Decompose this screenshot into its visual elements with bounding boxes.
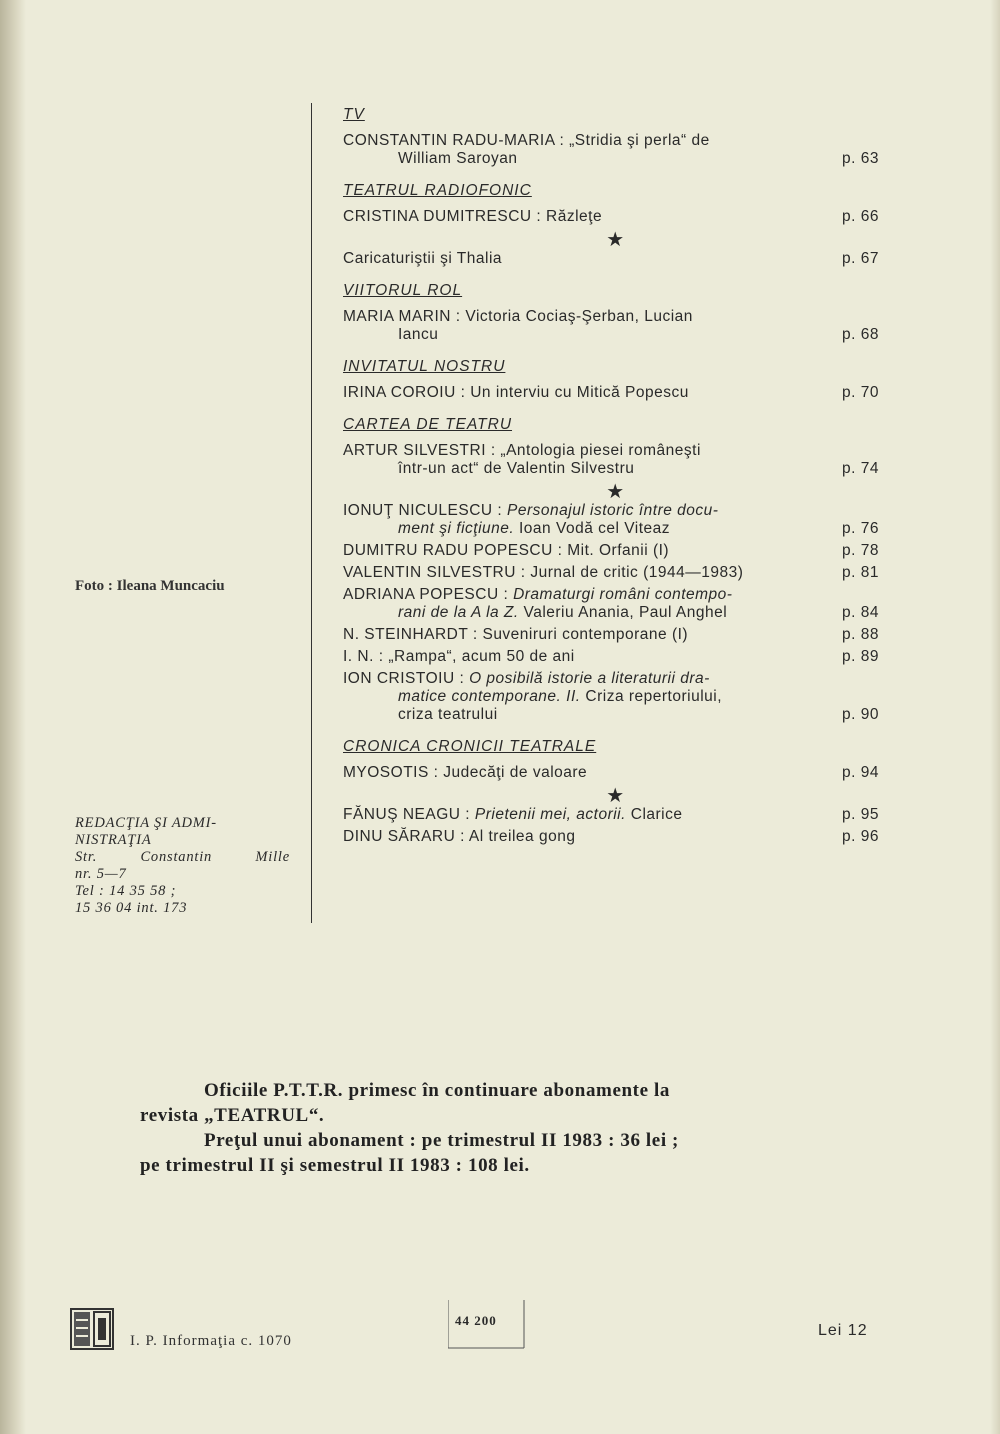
toc-entry — [343, 670, 888, 724]
entry-continuation — [343, 520, 840, 538]
toc-entry — [343, 384, 888, 402]
entry-text: N. STEINHARDT : Suveniruri contemporane (I) — [343, 626, 689, 643]
entry-author: IONUŢ NICULESCU : — [343, 502, 508, 519]
toc-entry — [343, 828, 888, 846]
page-number: p. 89 — [842, 648, 879, 665]
toc-entry — [343, 308, 888, 344]
address-phone: 15 36 04 int. 173 — [75, 900, 188, 916]
page-number: p. 76 — [842, 520, 879, 537]
entry-text: I. N. : „Rampa“, acum 50 de ani — [343, 648, 575, 665]
toc-entry — [343, 586, 888, 622]
entry-text: Iancu — [398, 326, 439, 343]
address-line: nr. 5—7 — [75, 866, 127, 882]
page-number: p. 67 — [842, 250, 879, 267]
toc-entry — [343, 132, 888, 168]
entry-title: Prietenii mei, actorii. — [474, 806, 626, 823]
entry-text: ARTUR SILVESTRI : „Antologia piesei româneşti — [343, 442, 701, 459]
page-number: p. 68 — [842, 326, 879, 343]
entry-continuation — [343, 460, 840, 478]
star-separator-icon: ★ — [606, 785, 625, 807]
toc-entry — [343, 564, 888, 582]
entry-continuation — [343, 150, 840, 168]
entry-text: DINU SĂRARU : Al treilea gong — [343, 828, 576, 845]
entry-text: IRINA COROIU : Un interviu cu Mitică Popescu — [343, 384, 689, 401]
notice-line: revista „TEATRUL“. — [140, 1105, 325, 1126]
table-of-contents — [343, 100, 888, 850]
address-line: NISTRAŢIA — [75, 832, 152, 848]
entry-text: MYOSOTIS : Judecăţi de valoare — [343, 764, 588, 781]
toc-entry — [343, 208, 888, 226]
entry-text: VALENTIN SILVESTRU : Jurnal de critic (1944—1983) — [343, 564, 744, 581]
entry-text: DUMITRU RADU POPESCU : Mit. Orfanii (I) — [343, 542, 670, 559]
entry-continuation — [343, 326, 840, 344]
toc-entry — [343, 442, 888, 478]
column-divider — [311, 103, 312, 923]
page-number: p. 90 — [842, 706, 879, 723]
address-street: Str. Constantin Mille — [75, 849, 290, 865]
printing-house-logo-icon — [70, 1308, 114, 1350]
print-run: 44 200 — [455, 1313, 497, 1328]
page-number: p. 70 — [842, 384, 879, 401]
entry-title: O posibilă istorie a literaturii dra- — [469, 670, 710, 687]
address-phone: Tel : 14 35 58 ; — [75, 883, 177, 899]
star-separator-icon: ★ — [606, 481, 625, 503]
entry-author: FĂNUŞ NEAGU : — [343, 806, 475, 823]
printer-imprint: I. P. Informaţia c. 1070 — [130, 1333, 292, 1349]
toc-entry — [343, 502, 888, 538]
entry-text: CONSTANTIN RADU-MARIA : „Stridia şi perla“ de — [343, 132, 710, 149]
notice-line: Oficiile P.T.T.R. primesc în continuare abonamente la — [204, 1080, 670, 1101]
section-title: CRONICA CRONICII TEATRALE — [343, 738, 597, 755]
entry-text: într-un act“ de Valentin Silvestru — [398, 460, 635, 477]
page-number: p. 95 — [842, 806, 879, 823]
page-spine-shadow — [0, 0, 26, 1434]
entry-text: Criza repertoriului, — [580, 688, 723, 705]
page-number: p. 63 — [842, 150, 879, 167]
toc-entry — [343, 542, 888, 560]
page-number: p. 88 — [842, 626, 879, 643]
entry-title: rani de la A la Z. — [398, 604, 519, 621]
entry-title: matice contemporane. II. — [398, 688, 581, 705]
entry-text: William Saroyan — [398, 150, 518, 167]
section-title: VIITORUL ROL — [343, 282, 463, 299]
entry-text: MARIA MARIN : Victoria Cociaş-Şerban, Lucian — [343, 308, 693, 325]
page-number: p. 96 — [842, 828, 879, 845]
section-title: INVITATUL NOSTRU — [343, 358, 506, 375]
page-edge-shadow — [990, 0, 1000, 1434]
entry-text: Ioan Vodă cel Viteaz — [514, 520, 671, 537]
toc-entry — [343, 250, 888, 268]
entry-author: ION CRISTOIU : — [343, 670, 470, 687]
photo-credit: Foto : Ileana Muncaciu — [75, 578, 225, 594]
entry-text: Caricaturiştii şi Thalia — [343, 250, 503, 267]
subscription-notice — [140, 1078, 820, 1178]
section-title: CARTEA DE TEATRU — [343, 416, 513, 433]
entry-continuation: criza teatrului — [398, 706, 498, 723]
star-separator-icon: ★ — [606, 229, 625, 251]
notice-line: Preţul unui abonament : pe trimestrul II 1983 : 36 lei ; — [204, 1130, 679, 1151]
entry-continuation — [343, 604, 840, 622]
address-line: REDACŢIA ŞI ADMI- — [75, 815, 217, 831]
toc-entry — [343, 764, 888, 782]
entry-continuation — [343, 688, 840, 706]
toc-entry — [343, 648, 888, 666]
entry-author: ADRIANA POPESCU : — [343, 586, 514, 603]
page-number: p. 78 — [842, 542, 879, 559]
page-number: p. 74 — [842, 460, 879, 477]
page-number: p. 81 — [842, 564, 879, 581]
page-number: p. 66 — [842, 208, 879, 225]
editorial-address — [75, 815, 290, 917]
price-label: Lei 12 — [818, 1322, 868, 1339]
entry-text: CRISTINA DUMITRESCU : Răzleţe — [343, 208, 603, 225]
entry-text: Clarice — [625, 806, 683, 823]
toc-entry — [343, 626, 888, 644]
toc-entry — [343, 806, 888, 824]
page-number: p. 94 — [842, 764, 879, 781]
entry-title: Personajul istoric între docu- — [507, 502, 719, 519]
page-number: p. 84 — [842, 604, 879, 621]
entry-title: Dramaturgi români contempo- — [513, 586, 733, 603]
notice-line: pe trimestrul II şi semestrul II 1983 : 108 lei. — [140, 1155, 530, 1176]
section-title: TV — [343, 106, 365, 123]
entry-text: Valeriu Anania, Paul Anghel — [518, 604, 728, 621]
section-title: TEATRUL RADIOFONIC — [343, 182, 532, 199]
entry-title: ment şi ficţiune. — [398, 520, 515, 537]
